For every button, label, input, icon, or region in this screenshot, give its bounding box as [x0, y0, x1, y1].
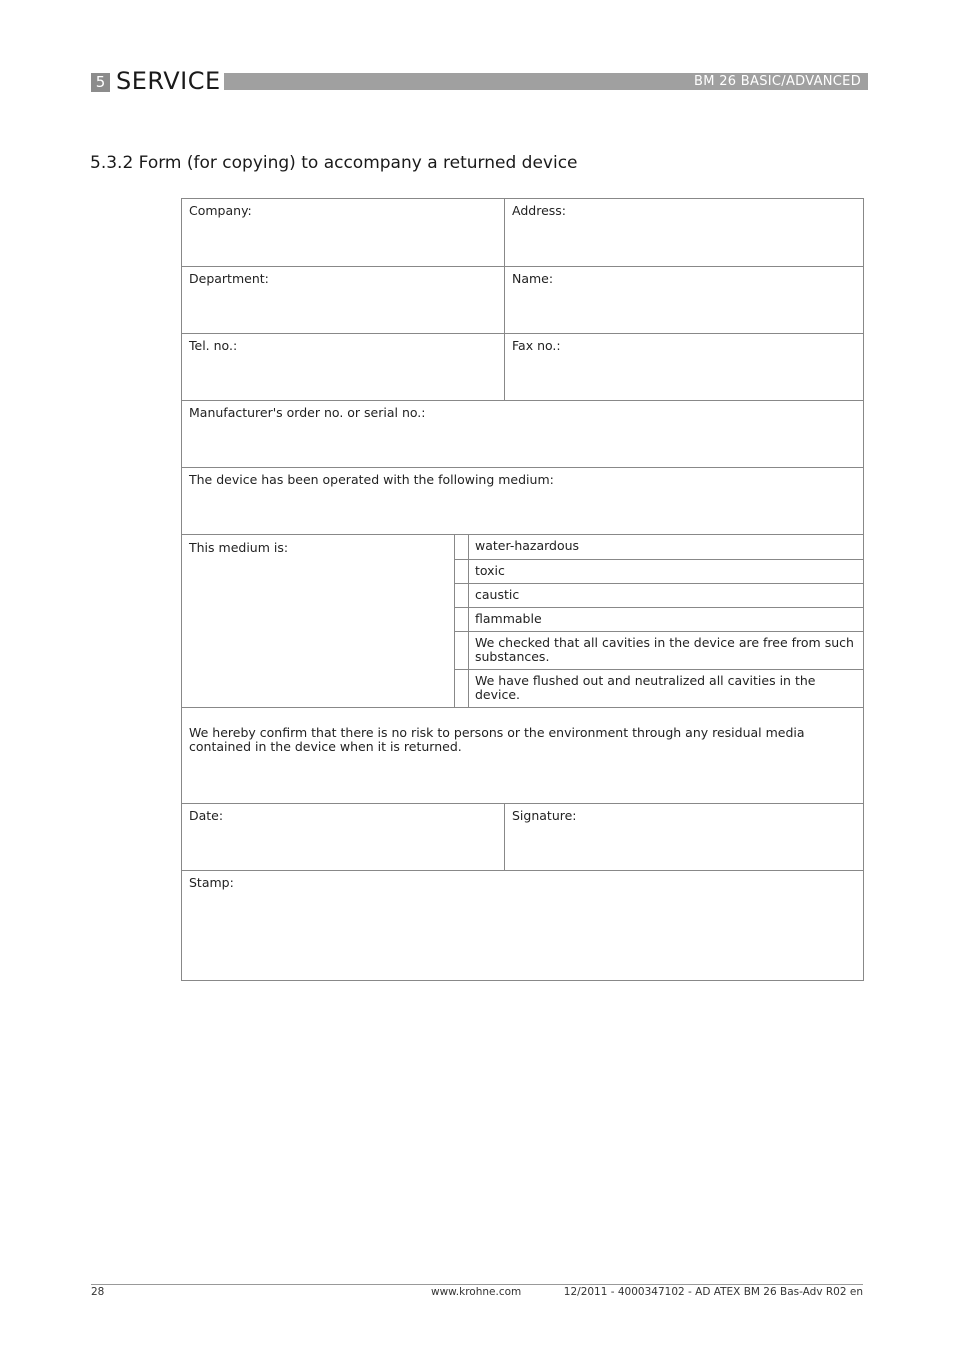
form-row-phone	[182, 333, 863, 400]
header-bar	[224, 73, 868, 90]
order-number-field[interactable]: Manufacturer's order no. or serial no.:	[189, 405, 426, 420]
confirmation-text: We hereby confirm that there is no risk to persons or the environment through any residual media contained in the device when it is returned.	[189, 725, 805, 754]
chapter-number: 5	[91, 73, 110, 92]
option-toxic	[455, 559, 863, 583]
option-caustic	[455, 583, 863, 607]
form-row-medium-type	[182, 534, 863, 707]
tel-field[interactable]: Tel. no.:	[182, 334, 505, 400]
option-label: flammable	[475, 611, 542, 626]
option-label: water-hazardous	[475, 538, 580, 553]
department-field[interactable]: Department:	[182, 267, 505, 333]
date-field[interactable]: Date:	[182, 804, 505, 870]
website-link[interactable]: www.krohne.com	[431, 1286, 522, 1298]
address-field[interactable]: Address:	[512, 203, 566, 218]
cavities-checked-checkbox[interactable]	[455, 632, 469, 669]
option-label: We have flushed out and neutralized all cavities in the device.	[475, 673, 816, 702]
medium-options	[455, 535, 863, 707]
option-water-hazardous	[455, 535, 863, 559]
document-reference: 12/2011 - 4000347102 - AD ATEX BM 26 Bas-Adv R02 en	[563, 1286, 863, 1298]
product-name: BM 26 BASIC/ADVANCED	[694, 74, 861, 89]
option-cavities-flushed	[455, 669, 863, 707]
option-flammable	[455, 607, 863, 631]
form-row-order	[182, 400, 863, 467]
cavities-flushed-checkbox[interactable]	[455, 670, 469, 707]
option-cavities-checked	[455, 631, 863, 669]
flammable-checkbox[interactable]	[455, 608, 469, 631]
page-header	[91, 68, 868, 94]
form-row-department	[182, 266, 863, 333]
form-row-company	[182, 199, 863, 266]
option-label: caustic	[475, 587, 520, 602]
toxic-checkbox[interactable]	[455, 560, 469, 583]
footer-divider	[91, 1284, 863, 1285]
fax-field[interactable]: Fax no.:	[512, 338, 561, 353]
form-row-stamp	[182, 870, 863, 980]
page-number: 28	[91, 1286, 105, 1298]
option-label: toxic	[475, 563, 505, 578]
option-label: We checked that all cavities in the device are free from such substances.	[475, 635, 854, 664]
water-hazardous-checkbox[interactable]	[455, 535, 469, 559]
signature-field[interactable]: Signature:	[512, 808, 577, 823]
caustic-checkbox[interactable]	[455, 584, 469, 607]
chapter-title: SERVICE	[116, 67, 221, 95]
section-heading: 5.3.2 Form (for copying) to accompany a returned device	[90, 153, 578, 173]
stamp-field[interactable]: Stamp:	[189, 875, 234, 890]
medium-field[interactable]: The device has been operated with the following medium:	[189, 472, 554, 487]
form-row-date	[182, 803, 863, 870]
company-field[interactable]: Company:	[182, 199, 505, 266]
return-form	[181, 198, 864, 981]
form-row-confirmation	[182, 707, 863, 803]
name-field[interactable]: Name:	[512, 271, 554, 286]
form-row-medium	[182, 467, 863, 534]
medium-is-label: This medium is:	[182, 535, 455, 707]
